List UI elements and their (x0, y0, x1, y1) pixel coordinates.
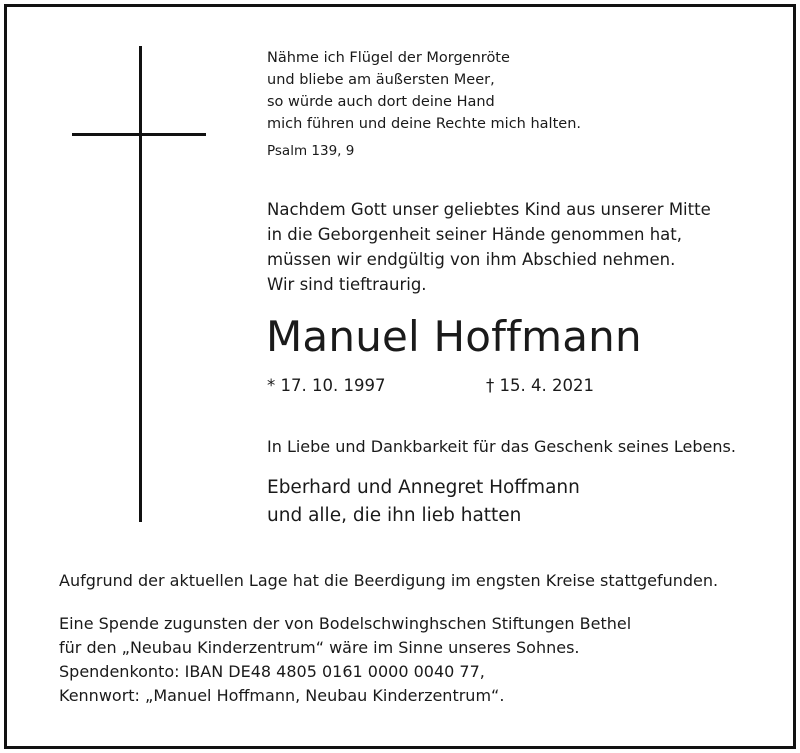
funeral-notice: Aufgrund der aktuellen Lage hat die Beerdigung im engsten Kreise stattgefunden. (59, 571, 719, 590)
psalm-line: mich führen und deine Rechte mich halten. (267, 116, 581, 132)
birth-date: * 17. 10. 1997 (267, 376, 386, 395)
cross-icon-vertical (139, 46, 142, 522)
gratitude-line: In Liebe und Dankbarkeit für das Geschenk seines Lebens. (267, 437, 736, 456)
intro-line: in die Geborgenheit seiner Hände genommen hat, (267, 225, 683, 244)
family-line: und alle, die ihn lieb hatten (267, 505, 522, 526)
family-line: Eberhard und Annegret Hoffmann (267, 477, 580, 498)
psalm-line: so würde auch dort deine Hand (267, 94, 495, 110)
psalm-reference: Psalm 139, 9 (267, 143, 355, 159)
cross-icon-horizontal (72, 133, 206, 136)
psalm-line: und bliebe am äußersten Meer, (267, 72, 495, 88)
donation-line: für den „Neubau Kinderzentrum“ wäre im Sinne unseres Sohnes. (59, 638, 580, 657)
intro-line: müssen wir endgültig von ihm Abschied nehmen. (267, 250, 676, 269)
donation-line: Kennwort: „Manuel Hoffmann, Neubau Kinderzentrum“. (59, 686, 505, 705)
deceased-name: Manuel Hoffmann (266, 312, 642, 361)
donation-line: Eine Spende zugunsten der von Bodelschwinghschen Stiftungen Bethel (59, 614, 632, 633)
death-date: † 15. 4. 2021 (486, 376, 594, 395)
intro-line: Nachdem Gott unser geliebtes Kind aus unserer Mitte (267, 200, 711, 219)
donation-line: Spendenkonto: IBAN DE48 4805 0161 0000 0040 77, (59, 662, 485, 681)
intro-line: Wir sind tieftraurig. (267, 275, 427, 294)
psalm-line: Nähme ich Flügel der Morgenröte (267, 50, 510, 66)
